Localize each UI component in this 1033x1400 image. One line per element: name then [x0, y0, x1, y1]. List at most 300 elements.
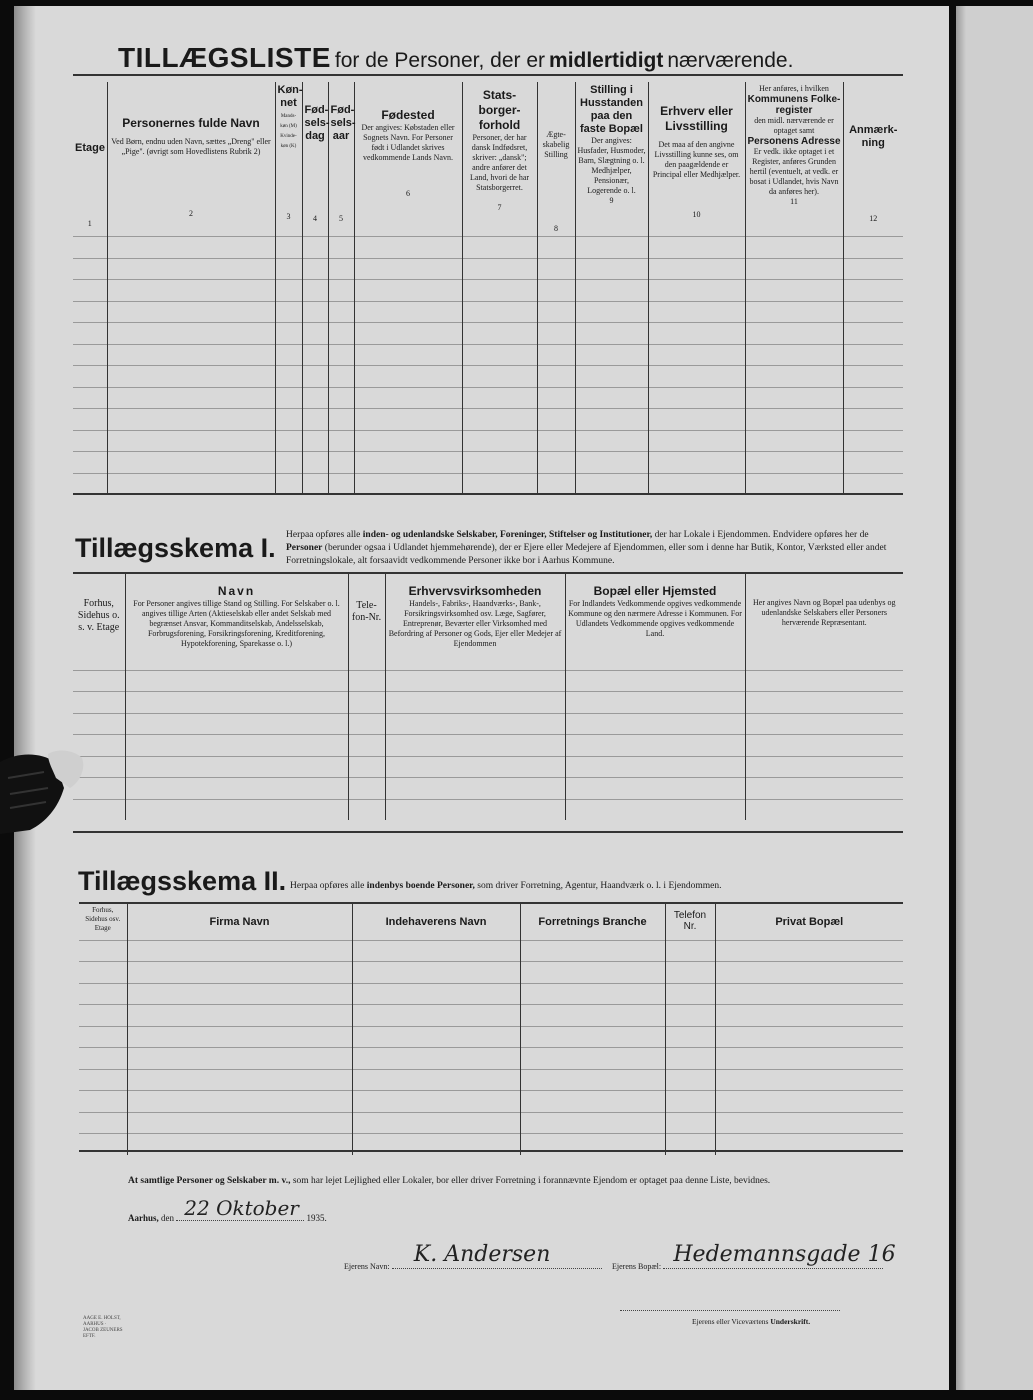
liste-cell — [843, 344, 903, 366]
skema1-cell — [385, 713, 565, 735]
liste-cell — [328, 323, 354, 345]
skema1-cell — [565, 713, 745, 735]
liste-cell — [537, 452, 575, 474]
liste-row — [73, 387, 903, 409]
liste-cell — [328, 344, 354, 366]
skema2-cell — [715, 1112, 903, 1134]
skema2-row — [79, 1091, 903, 1113]
liste-cell — [354, 280, 462, 302]
liste-cell — [745, 301, 843, 323]
liste-cell — [843, 452, 903, 474]
owner-name-line: Ejerens Navn: K. Andersen — [344, 1256, 602, 1271]
liste-cell — [275, 387, 302, 409]
liste-cell — [107, 323, 275, 345]
skema1-cell — [745, 756, 903, 778]
skema2-row — [79, 983, 903, 1005]
skema2-cell — [715, 983, 903, 1005]
liste-cell — [328, 258, 354, 280]
skema1-cell — [745, 670, 903, 692]
liste-cell — [843, 237, 903, 259]
liste-cell — [328, 409, 354, 431]
skema2-cell — [715, 1091, 903, 1113]
skema2-cell — [79, 983, 127, 1005]
next-page-edge — [956, 6, 1033, 1390]
skema2-table — [79, 904, 903, 1155]
liste-cell — [354, 323, 462, 345]
skema2-cell — [665, 983, 715, 1005]
skema1-cell — [565, 778, 745, 800]
liste-cell — [107, 387, 275, 409]
skema1-cell — [348, 756, 385, 778]
liste-row — [73, 409, 903, 431]
liste-cell — [275, 258, 302, 280]
liste-cell — [302, 366, 328, 388]
s2-col-indehaver: Indehaverens Navn — [352, 904, 520, 940]
liste-cell — [843, 258, 903, 280]
skema2-cell — [79, 1069, 127, 1091]
liste-cell — [73, 409, 107, 431]
skema1-row — [73, 799, 903, 820]
skema1-cell — [125, 692, 348, 714]
tillaegsliste-table — [73, 82, 903, 494]
liste-cell — [462, 409, 537, 431]
liste-cell — [275, 323, 302, 345]
liste-cell — [648, 258, 745, 280]
liste-cell — [302, 430, 328, 452]
skema2-title: Tillægsskema II. — [78, 866, 287, 896]
skema2-cell — [127, 1005, 352, 1027]
liste-cell — [275, 301, 302, 323]
skema1-cell — [565, 756, 745, 778]
liste-cell — [354, 387, 462, 409]
liste-row — [73, 323, 903, 345]
skema1-cell — [125, 756, 348, 778]
s2-col-branche: Forretnings Branche — [520, 904, 665, 940]
s2-col-firma: Firma Navn — [127, 904, 352, 940]
owner-address-line: Ejerens Bopæl: Hedemannsgade 16 — [612, 1242, 896, 1271]
skema1-title: Tillægsskema I. — [75, 533, 276, 563]
liste-cell — [302, 387, 328, 409]
liste-cell — [575, 344, 648, 366]
liste-cell — [648, 473, 745, 494]
col-anmaerkning: Anmærk-ning 12 — [843, 82, 903, 237]
liste-cell — [73, 280, 107, 302]
skema2-cell — [520, 940, 665, 962]
liste-cell — [328, 430, 354, 452]
liste-row — [73, 430, 903, 452]
liste-cell — [537, 366, 575, 388]
skema1-cell — [385, 735, 565, 757]
skema2-cell — [665, 1005, 715, 1027]
skema2-row — [79, 940, 903, 962]
skema2-cell — [520, 983, 665, 1005]
skema1-cell — [565, 670, 745, 692]
skema1-cell — [348, 799, 385, 820]
skema2-cell — [715, 1005, 903, 1027]
skema2-cell — [127, 1048, 352, 1070]
liste-cell — [575, 280, 648, 302]
liste-cell — [107, 409, 275, 431]
liste-cell — [462, 452, 537, 474]
liste-cell — [328, 280, 354, 302]
liste-cell — [354, 409, 462, 431]
s2-col-etage: Forhus, Sidehus osv. Etage — [79, 904, 127, 940]
liste-row — [73, 366, 903, 388]
liste-row — [73, 301, 903, 323]
liste-cell — [462, 323, 537, 345]
skema2-cell — [520, 1026, 665, 1048]
title-emphasis: midlertidigt — [549, 49, 664, 72]
liste-cell — [275, 430, 302, 452]
liste-cell — [275, 473, 302, 494]
skema2-cell — [79, 1112, 127, 1134]
skema2-cell — [127, 1026, 352, 1048]
skema2-cell — [79, 1091, 127, 1113]
liste-cell — [73, 387, 107, 409]
skema2-cell — [665, 962, 715, 984]
liste-cell — [843, 323, 903, 345]
liste-cell — [328, 237, 354, 259]
liste-cell — [648, 323, 745, 345]
title-rest-1: for de Personer, der er — [334, 49, 546, 72]
col-foedested: Fødested Der angives: Købstaden eller Sognets Navn. For Personer født i Udlandet skrives vedkommende Lands Navn. 6 — [354, 82, 462, 237]
skema2-cell — [520, 1069, 665, 1091]
liste-cell — [537, 430, 575, 452]
col-folkeregister: Her anføres, i hvilken Kommunens Folke-register den midl. nærværende er optaget samt Personens Adresse Er vedk. ikke optaget i et Register, anføres Grunden hertil (eventuelt, at vedk. er bosat i Udlandet, hvis Navn da anføres her). 11 — [745, 82, 843, 237]
col-foedselsdag: Fød-sels-dag 4 — [302, 82, 328, 237]
skema2-row — [79, 1069, 903, 1091]
skema2-intro: Herpaa opføres alle indenbys boende Personer, som driver Forretning, Agentur, Haandværk o. l. i Ejendommen. — [290, 881, 722, 891]
skema2-cell — [665, 1112, 715, 1134]
liste-cell — [275, 452, 302, 474]
liste-cell — [302, 323, 328, 345]
liste-cell — [537, 237, 575, 259]
thumb-image — [0, 748, 90, 836]
liste-row — [73, 344, 903, 366]
liste-cell — [537, 301, 575, 323]
liste-cell — [302, 301, 328, 323]
form-title — [118, 42, 793, 74]
liste-row — [73, 237, 903, 259]
liste-cell — [354, 473, 462, 494]
skema1-row — [73, 713, 903, 735]
liste-cell — [843, 301, 903, 323]
s2-col-telefon: Telefon Nr. — [665, 904, 715, 940]
skema2-cell — [127, 983, 352, 1005]
date-handwritten: 22 Oktober — [184, 1196, 299, 1220]
liste-cell — [354, 237, 462, 259]
skema2-cell — [352, 1048, 520, 1070]
liste-cell — [275, 344, 302, 366]
skema2-cell — [665, 1026, 715, 1048]
skema2-cell — [352, 1069, 520, 1091]
liste-cell — [462, 430, 537, 452]
liste-cell — [354, 430, 462, 452]
liste-cell — [275, 366, 302, 388]
skema2-cell — [352, 1026, 520, 1048]
liste-cell — [745, 430, 843, 452]
liste-cell — [843, 409, 903, 431]
skema2-cell — [127, 1091, 352, 1113]
s1-col-repraesentant: Her angives Navn og Bopæl paa udenbys og udenlandske Selskabers eller Personers herværende Repræsentant. — [745, 574, 903, 670]
liste-cell — [328, 387, 354, 409]
skema2-cell — [665, 1091, 715, 1113]
liste-cell — [462, 387, 537, 409]
skema1-cell — [385, 692, 565, 714]
liste-cell — [537, 323, 575, 345]
liste-row — [73, 473, 903, 494]
liste-cell — [462, 237, 537, 259]
liste-cell — [648, 409, 745, 431]
liste-cell — [575, 387, 648, 409]
liste-cell — [354, 344, 462, 366]
skema1-cell — [125, 778, 348, 800]
s1-col-telefon: Tele-fon-Nr. — [348, 574, 385, 670]
liste-cell — [73, 258, 107, 280]
skema1-intro: Herpaa opføres alle inden- og udenlandske Selskaber, Foreninger, Stiftelser og Institutioner, der har Lokale i Ejendommen. Endvidere opføres her de Personer (berunder ogsaa i Udlandet hjemmehørende), der er Ejere eller Medejere af Ejendommen, eller som i denne har Butik, Kontor, Værksted eller andet Forretningslokale, alt forsaavidt vedkommende Personer ikke bor i Aarhus Kommune. — [286, 530, 887, 566]
skema2-cell — [520, 1005, 665, 1027]
liste-cell — [73, 473, 107, 494]
skema2-row — [79, 962, 903, 984]
liste-cell — [73, 301, 107, 323]
skema2-cell — [352, 1091, 520, 1113]
liste-cell — [575, 301, 648, 323]
liste-cell — [107, 280, 275, 302]
skema1-cell — [348, 670, 385, 692]
liste-cell — [462, 473, 537, 494]
liste-cell — [302, 258, 328, 280]
liste-cell — [302, 237, 328, 259]
skema1-cell — [745, 713, 903, 735]
signature-caption: Ejerens eller Viceværtens Underskrift. — [692, 1317, 811, 1326]
s1-col-etage: Forhus, Sidehus o. s. v. Etage — [73, 574, 125, 670]
col-aegteskab: Ægte-skabelig Stilling 8 — [537, 82, 575, 237]
skema1-row — [73, 692, 903, 714]
liste-cell — [745, 473, 843, 494]
liste-cell — [648, 237, 745, 259]
liste-row — [73, 258, 903, 280]
liste-cell — [462, 258, 537, 280]
skema1-row — [73, 670, 903, 692]
owner-address-handwritten: Hedemannsgade 16 — [673, 1242, 896, 1267]
skema2-cell — [79, 962, 127, 984]
liste-cell — [107, 301, 275, 323]
liste-cell — [648, 344, 745, 366]
liste-cell — [107, 237, 275, 259]
skema2-cell — [520, 962, 665, 984]
skema1-cell — [385, 799, 565, 820]
liste-cell — [843, 473, 903, 494]
printer-imprint: AAGE E. HOLST, AARHUS · JACOB ZEUNERS EFTF. — [83, 1316, 123, 1339]
owner-name-handwritten: K. Andersen — [413, 1242, 551, 1267]
liste-cell — [275, 237, 302, 259]
liste-cell — [73, 344, 107, 366]
liste-cell — [302, 409, 328, 431]
skema1-cell — [385, 756, 565, 778]
liste-cell — [537, 280, 575, 302]
page-binding-shadow — [14, 6, 36, 1390]
liste-cell — [575, 430, 648, 452]
skema1-cell — [125, 713, 348, 735]
liste-cell — [575, 409, 648, 431]
skema1-cell — [745, 692, 903, 714]
liste-row — [73, 280, 903, 302]
skema2-cell — [127, 1112, 352, 1134]
skema1-row — [73, 756, 903, 778]
liste-cell — [745, 280, 843, 302]
title-rest-2: nærværende. — [667, 49, 794, 72]
s2-col-bopael: Privat Bopæl — [715, 904, 903, 940]
liste-cell — [462, 366, 537, 388]
liste-cell — [537, 409, 575, 431]
skema2-cell — [715, 1026, 903, 1048]
skema1-cell — [348, 778, 385, 800]
liste-cell — [648, 387, 745, 409]
liste-cell — [302, 344, 328, 366]
liste-cell — [575, 258, 648, 280]
col-navn: Personernes fulde Navn Ved Børn, endnu uden Navn, sættes „Dreng" eller „Pige". (øvrigt som Hovedlistens Rubrik 2) 2 — [107, 82, 275, 237]
liste-cell — [73, 323, 107, 345]
skema1-cell — [385, 778, 565, 800]
liste-cell — [575, 366, 648, 388]
skema2-cell — [127, 962, 352, 984]
liste-cell — [648, 430, 745, 452]
liste-cell — [745, 387, 843, 409]
skema2-cell — [665, 1069, 715, 1091]
attestation-statement: At samtlige Personer og Selskaber m. v., som har lejet Lejlighed eller Lokaler, bor eller driver Forretning i forannævnte Ejendom er optaget paa denne Liste, bevidnes. — [128, 1176, 771, 1186]
liste-cell — [745, 452, 843, 474]
skema2-row — [79, 1005, 903, 1027]
liste-cell — [73, 430, 107, 452]
skema2-cell — [79, 1026, 127, 1048]
liste-cell — [73, 237, 107, 259]
liste-cell — [843, 366, 903, 388]
skema1-cell — [565, 692, 745, 714]
liste-cell — [648, 301, 745, 323]
liste-cell — [302, 473, 328, 494]
liste-cell — [745, 344, 843, 366]
liste-cell — [107, 473, 275, 494]
skema2-cell — [79, 940, 127, 962]
liste-cell — [462, 301, 537, 323]
liste-cell — [745, 366, 843, 388]
skema2-cell — [520, 1048, 665, 1070]
skema2-row — [79, 1112, 903, 1134]
liste-cell — [354, 301, 462, 323]
s1-col-bopael: Bopæl eller Hjemsted For Indlandets Vedkommende opgives vedkommende Kommune og den nærmere Adresse i Kommunen. For Udlandets Vedkommende opgives vedkommende Land. — [565, 574, 745, 670]
skema1-table — [73, 574, 903, 820]
skema2-cell — [352, 940, 520, 962]
liste-cell — [73, 366, 107, 388]
skema1-cell — [73, 670, 125, 692]
skema1-cell — [745, 799, 903, 820]
skema2-cell — [79, 1048, 127, 1070]
skema2-cell — [665, 1048, 715, 1070]
liste-cell — [648, 452, 745, 474]
liste-cell — [745, 409, 843, 431]
liste-cell — [328, 473, 354, 494]
liste-cell — [575, 452, 648, 474]
liste-cell — [107, 452, 275, 474]
skema2-cell — [715, 1048, 903, 1070]
liste-cell — [537, 344, 575, 366]
col-erhverv: Erhverv eller Livsstilling Det maa af den angivne Livsstilling kunne ses, om den paagældende er Principal eller Medhjælper. 10 — [648, 82, 745, 237]
skema1-cell — [125, 735, 348, 757]
skema2-cell — [352, 1112, 520, 1134]
date-line: Aarhus, den 22 Oktober 1935. — [128, 1196, 327, 1223]
liste-cell — [648, 280, 745, 302]
title-main: TILLÆGSLISTE — [118, 42, 331, 73]
skema2-cell — [715, 940, 903, 962]
skema2-cell — [352, 1005, 520, 1027]
liste-cell — [843, 280, 903, 302]
liste-cell — [843, 387, 903, 409]
liste-cell — [462, 280, 537, 302]
liste-cell — [275, 409, 302, 431]
liste-cell — [745, 323, 843, 345]
liste-cell — [275, 280, 302, 302]
skema2-row — [79, 1026, 903, 1048]
liste-cell — [354, 366, 462, 388]
skema2-cell — [127, 940, 352, 962]
skema1-row — [73, 735, 903, 757]
liste-cell — [745, 237, 843, 259]
liste-cell — [648, 366, 745, 388]
skema2-cell — [520, 1112, 665, 1134]
skema2-cell — [520, 1091, 665, 1113]
liste-cell — [328, 452, 354, 474]
skema2-cell — [79, 1005, 127, 1027]
col-foedselsaar: Fød-sels-aar 5 — [328, 82, 354, 237]
skema2-cell — [352, 962, 520, 984]
liste-cell — [107, 430, 275, 452]
col-husstand: Stilling i Husstanden paa den faste Bopæl Der angives: Husfader, Husmoder, Barn, Slægtning o. l. Medhjælper, Pensionær, Logerende o. l. 9 — [575, 82, 648, 237]
skema2-cell — [715, 962, 903, 984]
s1-col-erhverv: Erhvervsvirksomheden Handels-, Fabriks-, Haandværks-, Bank-, Forsikringsvirksomhed osv. Læge, Sagfører, Entreprenør, Beværter eller Virksomhed med Befordring af Personer og Gods, Ejer eller Medejer af Ejendommen — [385, 574, 565, 670]
skema1-cell — [565, 735, 745, 757]
skema2-cell — [715, 1069, 903, 1091]
skema2-row — [79, 1048, 903, 1070]
skema1-row — [73, 778, 903, 800]
col-koen: Køn-net Mands-køn (M) Kvinde-køn (K) 3 — [275, 82, 302, 237]
liste-cell — [843, 430, 903, 452]
skema2-cell — [352, 983, 520, 1005]
skema1-cell — [565, 799, 745, 820]
col-statsborger: Stats-borger-forhold Personer, der har dansk Indfødsret, skriver: „dansk"; andre anfører det Land, hvori de har Statsborgerret. 7 — [462, 82, 537, 237]
skema1-cell — [385, 670, 565, 692]
skema2-cell — [127, 1069, 352, 1091]
skema1-cell — [125, 670, 348, 692]
s1-col-navn: Navn For Personer angives tillige Stand og Stilling. For Selskaber o. l. angives tillige Arten (Aktieselskab eller andet Selskab med begrænset Ansvar, Kommanditselskab, Andelsselskab, Forbrugsforening, Forsikringsforening, Kreditforening, Hypotekforening, Sparekasse o. l.) — [125, 574, 348, 670]
liste-cell — [354, 452, 462, 474]
liste-cell — [575, 323, 648, 345]
liste-cell — [537, 387, 575, 409]
skema2-cell — [665, 940, 715, 962]
skema1-cell — [348, 735, 385, 757]
liste-cell — [328, 301, 354, 323]
liste-cell — [73, 452, 107, 474]
liste-cell — [354, 258, 462, 280]
liste-cell — [328, 366, 354, 388]
liste-row — [73, 452, 903, 474]
skema1-cell — [125, 799, 348, 820]
liste-cell — [462, 344, 537, 366]
skema1-cell — [73, 713, 125, 735]
liste-cell — [302, 452, 328, 474]
liste-cell — [575, 237, 648, 259]
liste-cell — [107, 344, 275, 366]
liste-cell — [107, 258, 275, 280]
